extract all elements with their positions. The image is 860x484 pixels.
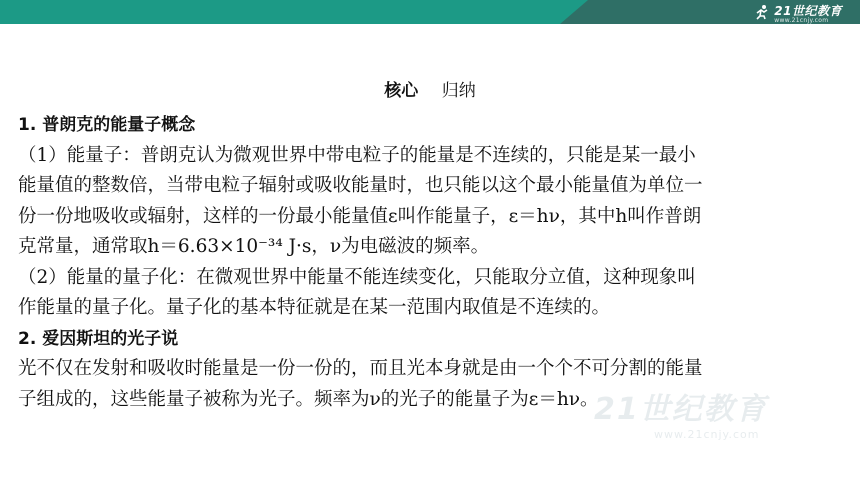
section2-line: 子组成的，这些能量子被称为光子。频率为ν的光子的能量子为ε＝hν。 (18, 388, 599, 410)
section1-line: 作能量的量子化。量子化的基本特征就是在某一范围内取值是不连续的。 (18, 297, 611, 318)
section1-line: （2）能量的量子化：在微观世界中能量不能连续变化，只能取分立值，这种现象叫 (18, 266, 696, 288)
section2-heading: 2. 爱因斯坦的光子说 (18, 328, 179, 349)
section1-heading: 1. 普朗克的能量子概念 (18, 115, 196, 135)
title-part-summary: 归纳 (441, 81, 476, 101)
page-title (0, 76, 860, 101)
watermark (594, 384, 824, 454)
section1-line: 份一份地吸收或辐射，这样的一份最小能量值ε叫作能量子，ε＝hν，其中h叫作普朗 (18, 205, 702, 227)
section1-line: 克常量，通常取h＝6.63×10⁻³⁴ J·s，ν为电磁波的频率。 (18, 236, 490, 257)
title-part-core: 核心 (384, 81, 419, 101)
logo-brand-text: 21世纪教育 (774, 4, 842, 18)
watermark-text: 21世纪教育 (594, 392, 768, 427)
watermark-sub: www.21cnjy.com (654, 428, 760, 441)
logo-sub-text: www.21cnjy.com (774, 17, 829, 24)
section1-line: 能量值的整数倍，当带电粒子辐射或吸收能量时，也只能以这个最小能量值为单位一 (18, 175, 703, 196)
brand-logo (754, 1, 842, 23)
section2-line: 光不仅在发射和吸收时能量是一份一份的，而且光本身就是由一个个不可分割的能量 (18, 358, 703, 379)
section1-line: （1）能量子：普朗克认为微观世界中带电粒子的能量是不连续的，只能是某一最小 (18, 144, 696, 166)
main-content (18, 110, 848, 415)
header-bar (0, 0, 860, 24)
runner-icon (754, 4, 770, 20)
